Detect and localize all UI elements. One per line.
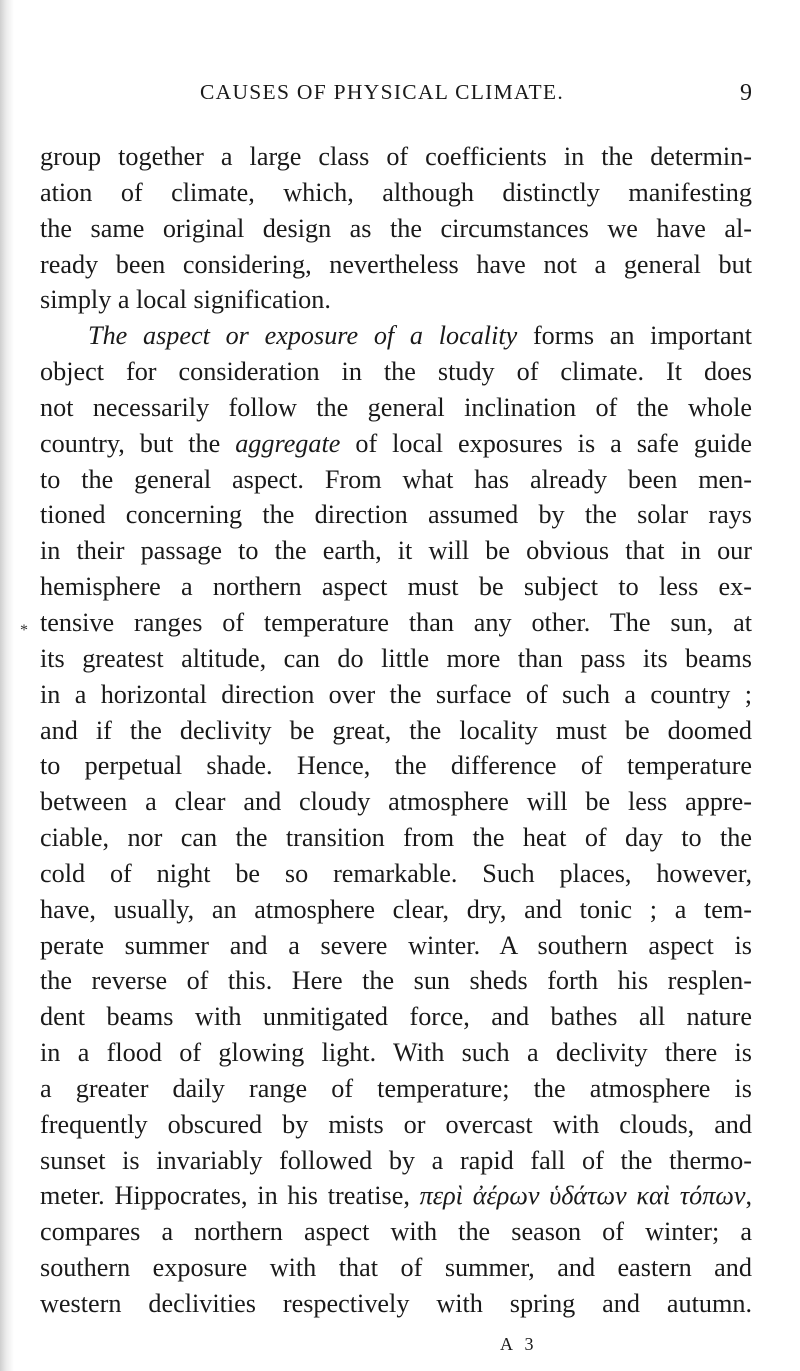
text-line: cold of night be so remarkable. Such places, however,	[40, 858, 752, 888]
text-line: tioned concerning the direction assumed by the solar rays	[40, 500, 752, 530]
text-line: have, usually, an atmosphere clear, dry, and tonic ; a tem-	[40, 894, 752, 924]
text-line: southern exposure with that of summer, and eastern and	[40, 1253, 752, 1283]
text-line: not necessarily follow the general inclination of the whole	[40, 392, 752, 422]
text-line: sunset is invariably followed by a rapid fall of the thermo-	[40, 1145, 752, 1175]
text-line: ciable, nor can the transition from the heat of day to the	[40, 823, 752, 853]
italic-word: aggregate	[235, 428, 341, 458]
text-line: between a clear and cloudy atmosphere will be less appre-	[40, 787, 752, 817]
text-line: country, but the aggregate of local exposures is a safe guide	[40, 428, 753, 458]
text-line: meter. Hippocrates, in his treatise, περὶ ἀέρων ὑδάτων καὶ τόπων,	[40, 1181, 752, 1211]
signature-mark: A 3	[500, 1334, 538, 1354]
text-line: compares a northern aspect with the season of winter; a	[40, 1217, 752, 1247]
text-line: dent beams with unmitigated force, and bathes all nature	[40, 1002, 752, 1032]
text-line: in their passage to the earth, it will be obvious that in our	[40, 536, 752, 566]
text-line: simply a local signification.	[40, 285, 331, 315]
text-line: The aspect or exposure of a locality forms an important	[88, 321, 752, 351]
text-line: western declivities respectively with spring and autumn.	[40, 1289, 752, 1318]
text-line: to perpetual shade. Hence, the difference of temperature	[40, 751, 752, 781]
text-line: perate summer and a severe winter. A southern aspect is	[40, 930, 752, 960]
text-line: and if the declivity be great, the locality must be doomed	[40, 715, 752, 745]
text-line: group together a large class of coefficients in the determin-	[40, 142, 752, 171]
text-line: frequently obscured by mists or overcast with clouds, and	[40, 1109, 752, 1139]
text-line: in a horizontal direction over the surface of such a country ;	[40, 679, 752, 709]
text-line: the reverse of this. Here the sun sheds forth his resplen-	[40, 966, 752, 996]
running-head	[40, 80, 752, 110]
italic-phrase: The aspect or exposure of a locality	[88, 321, 518, 351]
text-line: tensive ranges of temperature than any other. The sun, at	[40, 607, 752, 637]
running-title: CAUSES OF PHYSICAL CLIMATE.	[200, 80, 565, 104]
text-line: hemisphere a northern aspect must be subject to less ex-	[40, 572, 752, 602]
greek-title: περὶ ἀέρων ὑδάτων καὶ τόπων	[419, 1181, 746, 1211]
margin-mark: *	[20, 622, 28, 639]
text-line: ready been considering, nevertheless have not a general but	[40, 249, 752, 279]
page-number: 9	[740, 80, 752, 106]
text-line: the same original design as the circumstances we have al-	[40, 213, 752, 243]
text-line: ation of climate, which, although distinctly manifesting	[40, 177, 752, 207]
page-gutter-shadow	[0, 0, 14, 1371]
text-line: a greater daily range of temperature; the atmosphere is	[40, 1073, 752, 1103]
text-line: in a flood of glowing light. With such a declivity there is	[40, 1038, 752, 1068]
body-text	[40, 139, 752, 1322]
text-line: to the general aspect. From what has already been men-	[40, 464, 752, 494]
text-line: object for consideration in the study of climate. It does	[40, 357, 752, 387]
text-line: its greatest altitude, can do little more than pass its beams	[40, 643, 752, 673]
